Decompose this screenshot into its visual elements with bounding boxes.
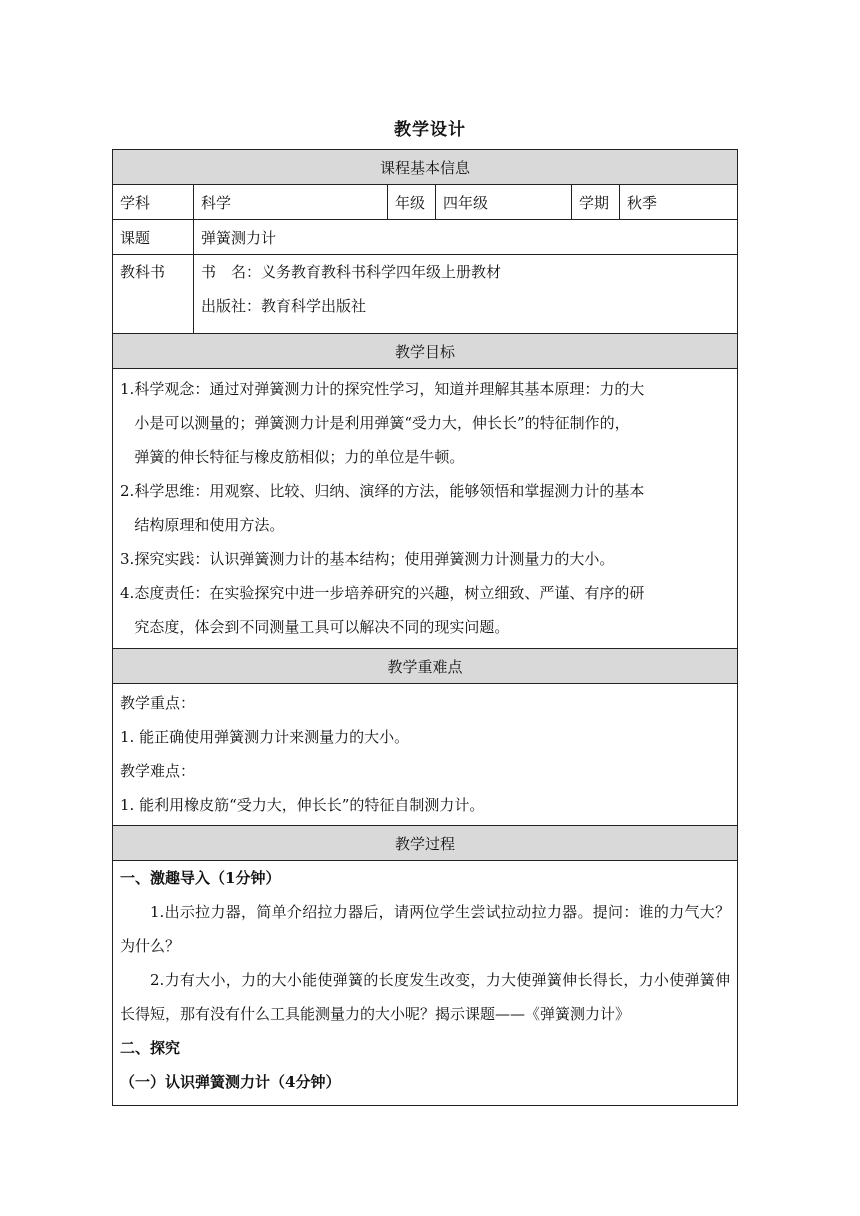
objectives-cell: [113, 369, 738, 649]
objective-line: 科学思维：用观察、比较、归纳、演绎的方法，能够领悟和掌握测力计的基本: [134, 482, 645, 500]
objective-item: [120, 542, 730, 576]
document-title: 教学设计: [394, 120, 466, 140]
textbook-value: [194, 255, 738, 334]
objective-item: [120, 474, 730, 542]
lesson-plan-table: [112, 149, 738, 1106]
objective-line: 结构原理和使用方法。: [134, 516, 285, 534]
objective-line: 态度责任：在实验探究中进一步培养研究的兴趣，树立细致、严谨、有序的研: [134, 584, 645, 602]
objective-line: 小是可以测量的；弹簧测力计是利用弹簧“受力大，伸长长”的特征制作的，: [134, 414, 630, 432]
term-value: 秋季: [620, 185, 738, 220]
objective-number: 1.: [120, 380, 135, 398]
difficult-point-item: 1. 能利用橡皮筋“受力大，伸长长”的特征自制测力计。: [120, 796, 485, 814]
objectives-header-row: [113, 334, 738, 369]
textbook-label: 教科书: [113, 255, 194, 334]
key-points-header-row: [113, 649, 738, 684]
basic-info-header-row: [113, 150, 738, 185]
key-point-label: 教学重点：: [120, 694, 196, 712]
difficult-point-label: 教学难点：: [120, 762, 196, 780]
objective-line: 究态度，体会到不同测量工具可以解决不同的现实问题。: [134, 618, 510, 636]
paragraph: 1.出示拉力器，简单介绍拉力器后，请两位学生尝试拉动拉力器。提问：谁的力气大？为什么？: [120, 903, 731, 955]
subject-value: 科学: [194, 185, 388, 220]
key-points-row: [113, 684, 738, 826]
term-label: 学期: [572, 185, 620, 220]
section-heading: 二、探究: [120, 1039, 181, 1057]
topic-value: 弹簧测力计: [194, 220, 738, 255]
subsection-heading: （一）认识弹簧测力计（4分钟）: [120, 1073, 341, 1091]
textbook-row: [113, 255, 738, 334]
objective-line: 探究实践：认识弹簧测力计的基本结构；使用弹簧测力计测量力的大小。: [134, 550, 615, 568]
key-point-item: 1. 能正确使用弹簧测力计来测量力的大小。: [120, 728, 410, 746]
objectives-header: 教学目标: [113, 334, 738, 369]
process-header-row: [113, 826, 738, 861]
objective-line: 科学观念：通过对弹簧测力计的探究性学习，知道并理解其基本原理：力的大: [134, 380, 645, 398]
objective-line: 弹簧的伸长特征与橡皮筋相似；力的单位是牛顿。: [134, 448, 465, 466]
objectives-row: [113, 369, 738, 649]
info-row: [113, 185, 738, 220]
objective-number: 4.: [120, 584, 135, 602]
grade-label: 年级: [388, 185, 436, 220]
subject-label: 学科: [113, 185, 194, 220]
section-heading: 一、激趣导入（1分钟）: [120, 869, 281, 887]
basic-info-header: 课程基本信息: [113, 150, 738, 185]
objective-number: 3.: [120, 550, 135, 568]
topic-label: 课题: [113, 220, 194, 255]
process-cell: [113, 861, 738, 1106]
objective-item: [120, 576, 730, 644]
objective-number: 2.: [120, 482, 135, 500]
objective-item: [120, 372, 730, 474]
grade-value: 四年级: [436, 185, 572, 220]
book-name-line: 书 名：义务教育教科书科学四年级上册教材: [201, 263, 502, 281]
process-row: [113, 861, 738, 1106]
key-points-header: 教学重难点: [113, 649, 738, 684]
topic-row: [113, 220, 738, 255]
publisher-line: 出版社：教育科学出版社: [201, 297, 367, 315]
paragraph: 2.力有大小，力的大小能使弹簧的长度发生改变，力大使弹簧伸长得长，力小使弹簧伸长得短，那有没有什么工具能测量力的大小呢？揭示课题——《弹簧测力计》: [120, 971, 731, 1023]
process-header: 教学过程: [113, 826, 738, 861]
key-points-cell: [113, 684, 738, 826]
